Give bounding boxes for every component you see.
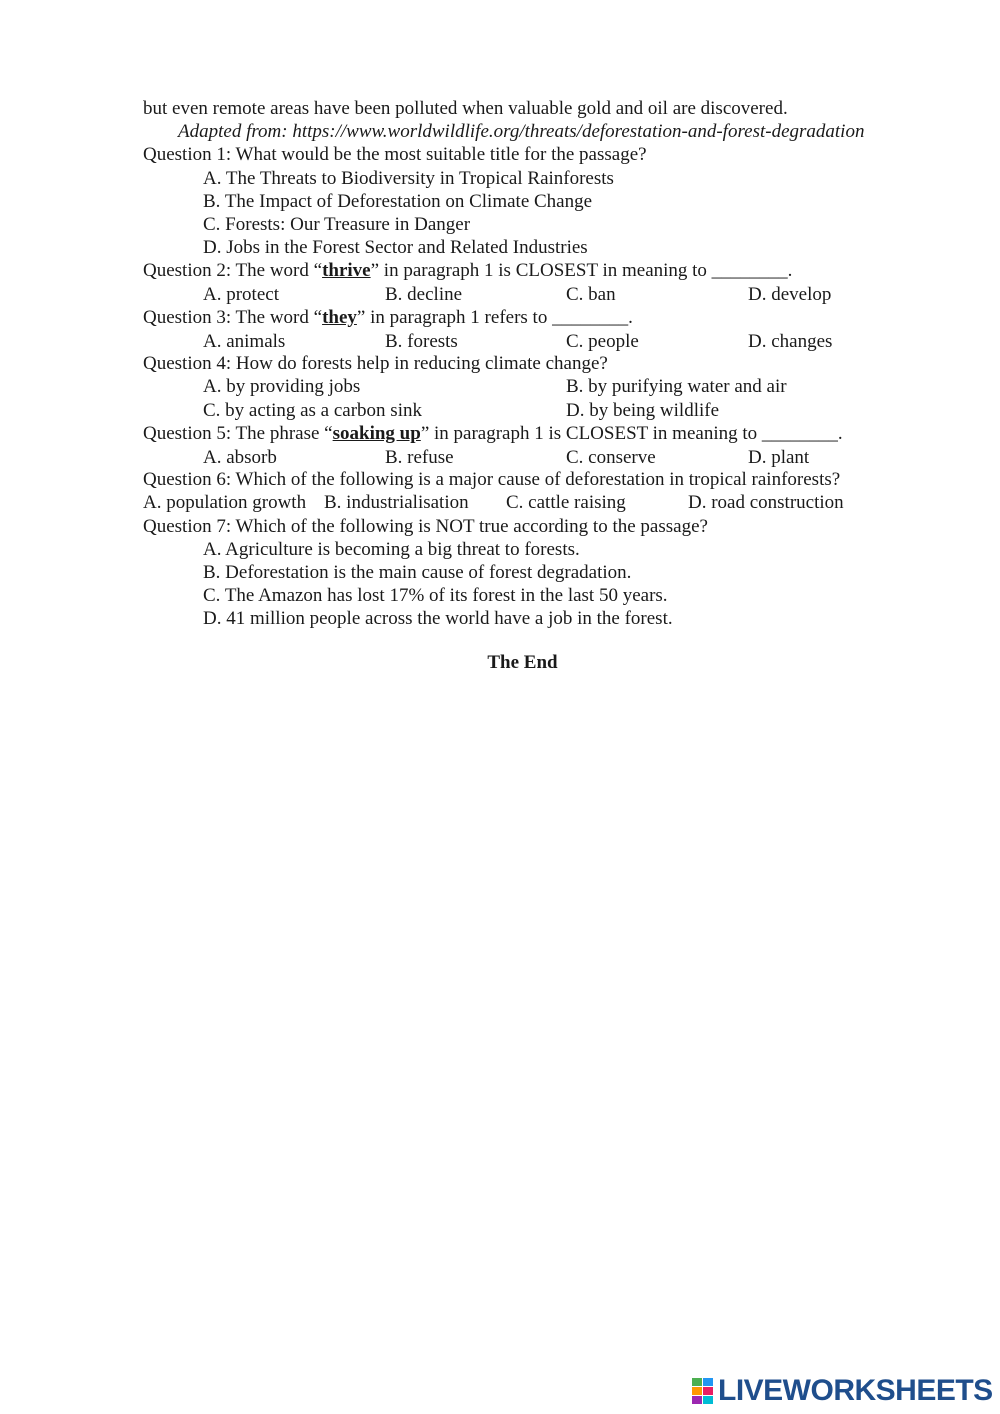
passage-last-line: but even remote areas have been polluted when valuable gold and oil are discovered. <box>143 98 788 119</box>
question-7-option-b[interactable]: B. Deforestation is the main cause of forest degradation. <box>203 562 632 583</box>
question-5-option-a[interactable]: A. absorb <box>203 447 277 468</box>
question-2-option-b[interactable]: B. decline <box>385 284 463 305</box>
question-2-option-d[interactable]: D. develop <box>748 284 832 305</box>
question-4-option-d[interactable]: D. by being wildlife <box>566 400 720 421</box>
question-6-option-b[interactable]: B. industrialisation <box>324 492 469 513</box>
question-3-option-d[interactable]: D. changes <box>748 331 833 352</box>
passage-source: Adapted from: https://www.worldwildlife.org/threats/deforestation-and-forest-degradation <box>178 121 865 142</box>
question-1-option-a[interactable]: A. The Threats to Biodiversity in Tropical Rainforests <box>203 168 614 189</box>
liveworksheets-logo-icon <box>692 1378 714 1404</box>
question-5-option-c[interactable]: C. conserve <box>566 447 656 468</box>
question-7-option-c[interactable]: C. The Amazon has lost 17% of its forest in the last 50 years. <box>203 585 668 606</box>
liveworksheets-brand[interactable] <box>692 1375 993 1407</box>
question-4-stem: Question 4: How do forests help in reducing climate change? <box>143 353 608 374</box>
question-6-option-d[interactable]: D. road construction <box>688 492 844 513</box>
question-7-option-d[interactable]: D. 41 million people across the world have a job in the forest. <box>203 608 673 629</box>
question-5-stem-post: ” in paragraph 1 is CLOSEST in meaning to ________. <box>420 423 843 444</box>
question-1-stem: Question 1: What would be the most suitable title for the passage? <box>143 144 647 165</box>
question-3-option-a[interactable]: A. animals <box>203 331 286 352</box>
liveworksheets-wordmark: LIVEWORKSHEETS <box>718 1374 993 1407</box>
question-3-stem-pre: Question 3: The word “ <box>143 307 323 328</box>
question-3-option-b[interactable]: B. forests <box>385 331 458 352</box>
question-5-stem <box>143 422 843 445</box>
question-3-stem <box>143 306 633 329</box>
end-heading: The End <box>487 652 558 673</box>
question-6-stem: Question 6: Which of the following is a major cause of deforestation in tropical rainforests? <box>143 469 841 490</box>
question-2-option-c[interactable]: C. ban <box>566 284 616 305</box>
question-1-option-c[interactable]: C. Forests: Our Treasure in Danger <box>203 214 471 235</box>
question-1-option-b[interactable]: B. The Impact of Deforestation on Climate Change <box>203 191 593 212</box>
question-2-stem <box>143 259 792 282</box>
question-6-option-a[interactable]: A. population growth <box>143 492 307 513</box>
question-5-option-b[interactable]: B. refuse <box>385 447 454 468</box>
question-3-option-c[interactable]: C. people <box>566 331 639 352</box>
question-4-option-c[interactable]: C. by acting as a carbon sink <box>203 400 422 421</box>
question-2-stem-pre: Question 2: The word “ <box>143 260 323 281</box>
question-7-option-a[interactable]: A. Agriculture is becoming a big threat to forests. <box>203 539 580 560</box>
question-2-option-a[interactable]: A. protect <box>203 284 279 305</box>
question-4-option-b[interactable]: B. by purifying water and air <box>566 376 787 397</box>
question-5-stem-pre: Question 5: The phrase “ <box>143 423 333 444</box>
question-6-option-c[interactable]: C. cattle raising <box>506 492 626 513</box>
question-4-option-a[interactable]: A. by providing jobs <box>203 376 361 397</box>
question-5-keyword: soaking up <box>332 423 421 444</box>
question-2-keyword: thrive <box>322 260 371 281</box>
question-3-stem-post: ” in paragraph 1 refers to ________. <box>356 307 633 328</box>
question-2-stem-post: ” in paragraph 1 is CLOSEST in meaning to ________. <box>370 260 793 281</box>
question-5-option-d[interactable]: D. plant <box>748 447 810 468</box>
question-3-keyword: they <box>322 307 357 328</box>
question-7-stem: Question 7: Which of the following is NOT true according to the passage? <box>143 516 708 537</box>
question-1-option-d[interactable]: D. Jobs in the Forest Sector and Related Industries <box>203 237 588 258</box>
